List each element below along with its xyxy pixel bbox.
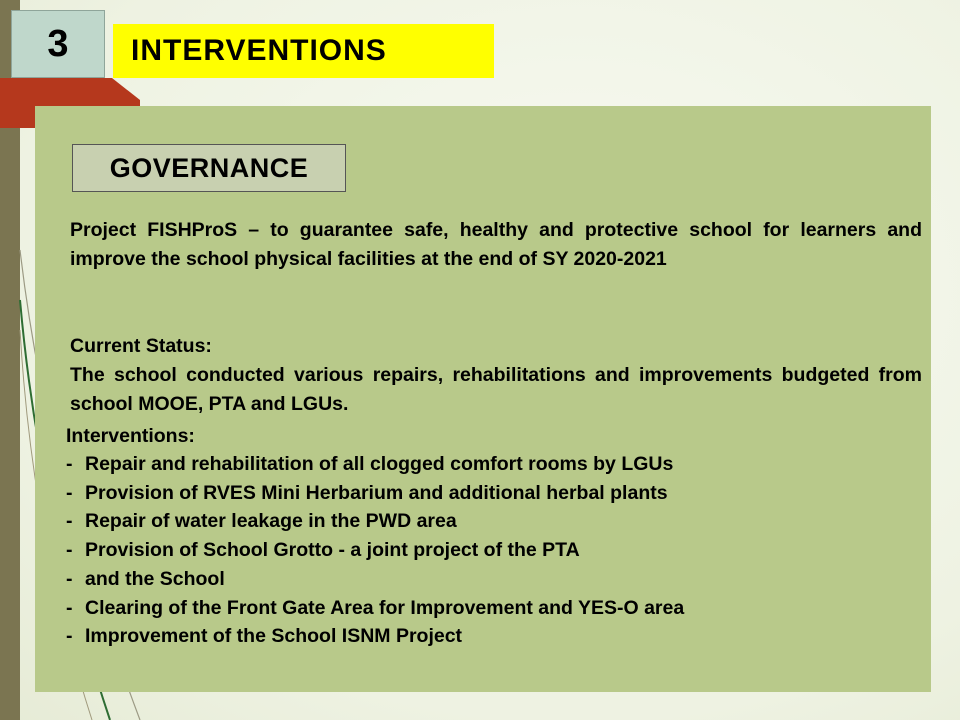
list-item: - and the School [66,567,225,590]
list-item: - Clearing of the Front Gate Area for Improvement and YES-O area [66,596,685,619]
list-item: - Repair and rehabilitation of all clogged comfort rooms by LGUs [66,453,674,475]
slide-number: 3 [11,10,105,78]
interventions-label: Interventions: [66,425,195,447]
project-description: Project FISHProS – to guarantee safe, healthy and protective school for learners and improve the school physical facilities at the end of SY 2020-2021 [70,219,922,270]
slide-title: INTERVENTIONS [113,24,494,78]
list-item: - Provision of RVES Mini Herbarium and additional herbal plants [66,481,668,504]
interventions-list [66,450,684,651]
list-item: - Improvement of the School ISNM Project [66,625,463,648]
status-description: The school conducted various repairs, rehabilitations and improvements budgeted from school MOOE, PTA and LGUs. [70,364,922,415]
status-label: Current Status: [70,335,212,357]
list-item: - Provision of School Grotto - a joint project of the PTA [66,539,580,562]
section-heading: GOVERNANCE [72,144,346,192]
list-item: - Repair of water leakage in the PWD area [66,510,457,533]
